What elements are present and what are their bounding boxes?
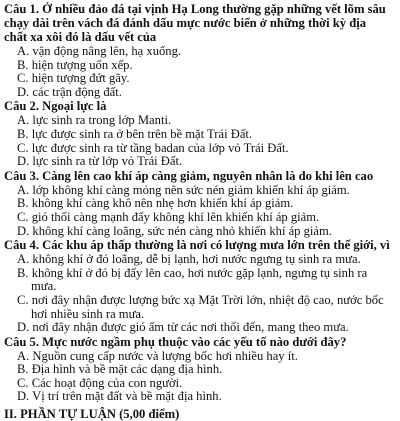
question-4-option-d: D. nơi đây nhận được gió ẩm từ các nơi thổi đến, mang theo mưa.: [17, 320, 349, 335]
question-2-option-d: D. lực sinh ra từ lớp vỏ Trái Đất.: [17, 154, 183, 169]
question-4-option-a: A. không khí ở đó loãng, dễ bị lạnh, hơi nước ngưng tụ sinh ra mưa.: [17, 252, 361, 267]
question-5-option-b: B. Địa hình và bề mặt các dạng địa hình.: [17, 362, 223, 377]
question-2-option-a: A. lực sinh ra trong lớp Manti.: [17, 113, 172, 128]
question-2-option-c: C. lực được sinh ra từ tầng badan của lớp vỏ Trái Đất.: [17, 140, 289, 155]
question-2-text: Câu 2. Ngoại lực là: [4, 99, 107, 114]
question-1: [4, 2, 392, 99]
question-3-option-b: B. không khí càng khô nên nhẹ hơn khiến khí áp giảm.: [17, 196, 294, 211]
question-1-text: Câu 1. Ở nhiều đảo đá tại vịnh Hạ Long thường gặp những vết lõm sâu chạy dài trên vách đá đánh dấu mực nước biển ở những thời kỳ địa chất xa xôi đó là dấu vết của: [4, 2, 386, 44]
question-1-option-b: B. hiện tượng uốn xếp.: [17, 57, 133, 72]
question-5-option-a: A. Nguồn cung cấp nước và lượng bốc hơi nhiều hay ít.: [17, 348, 298, 363]
question-4-option-c: C. nơi đây nhận được lượng bức xạ Mặt Trời lớn, nhiệt độ cao, nước bốc hơi nhiều sinh ra mưa.: [17, 292, 384, 321]
section-heading: II. PHẦN TỰ LUẬN (5,00 điểm): [4, 407, 180, 421]
question-5-option-c: C. Các hoạt động của con người.: [17, 375, 183, 390]
question-1-option-c: C. hiện tượng đứt gãy.: [17, 71, 130, 86]
question-5: [4, 335, 392, 404]
question-2: [4, 99, 392, 168]
question-5-option-d: D. Vị trí trên mặt đất và bề mặt địa hình.: [17, 389, 222, 404]
question-4: [4, 238, 392, 335]
question-3: [4, 169, 392, 238]
question-1-option-d: D. các trận động đất.: [17, 84, 122, 99]
question-2-option-b: B. lực được sinh ra ở bên trên bề mặt Trái Đất.: [17, 126, 253, 141]
question-4-text: Câu 4. Các khu áp thấp thường là nơi có lượng mưa lớn trên thế giới, vì: [4, 238, 390, 253]
question-3-option-a: A. lớp không khí càng mỏng nên sức nén giảm khiến khí áp giảm.: [17, 182, 350, 197]
question-4-option-b: B. không khí ở đó bị đẩy lên cao, hơi nước gặp lạnh, ngưng tụ sinh ra mưa.: [17, 265, 368, 294]
question-1-option-a: A. vận động nâng lên, hạ xuống.: [17, 44, 182, 58]
question-3-text: Câu 3. Càng lên cao khí áp càng giảm, nguyên nhân là do khi lên cao: [4, 168, 374, 183]
question-3-option-d: D. không khí càng loãng, sức nén càng nhỏ khiến khí áp giảm.: [17, 223, 332, 238]
question-5-text: Câu 5. Mực nước ngầm phụ thuộc vào các yếu tố nào dưới đây?: [4, 334, 347, 349]
question-3-option-c: C. gió thổi càng mạnh đẩy không khí lên khiến khí áp giảm.: [17, 209, 320, 224]
